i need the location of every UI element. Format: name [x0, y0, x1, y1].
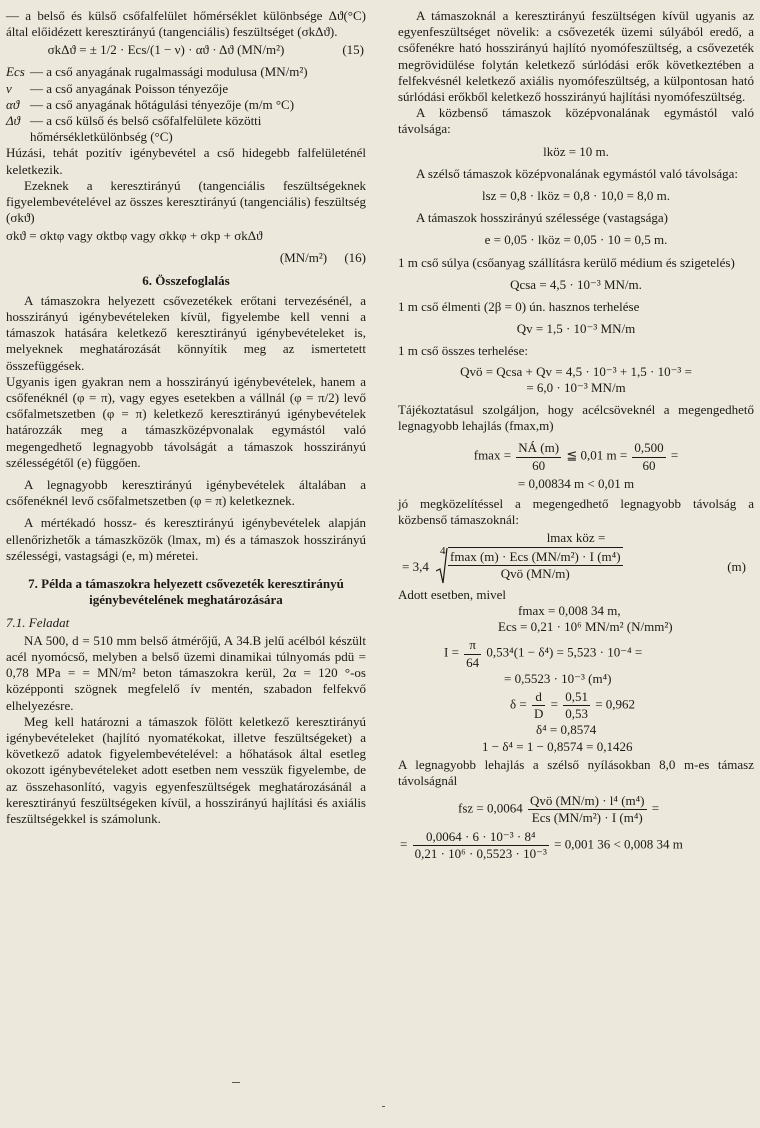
lmax-unit: (m)	[727, 558, 746, 574]
equation-16	[6, 228, 366, 248]
equation-15-body: σkΔϑ = ± 1/2 · Ecs/(1 − ν) · αϑ · Δϑ (MN/m²)	[47, 42, 285, 58]
denominator: Ecs (MN/m²) · I (m⁴)	[531, 810, 643, 826]
equation-lsz: lsz = 0,8 · lköz = 0,8 · 10,0 = 8,0 m.	[481, 188, 671, 204]
subsection-heading-7-1: 7.1. Feladat	[6, 614, 70, 630]
numerator: 0,51	[563, 689, 590, 706]
fraction	[532, 689, 545, 722]
equation-qv: Qv = 1,5 · 10⁻³ MN/m	[516, 321, 636, 337]
right-paragraph-7: 1 m cső összes terhelése:	[398, 343, 528, 359]
equation-16-body: σkϑ = σktφ vagy σktbφ vagy σkkφ + σkp + σkΔϑ	[6, 228, 263, 244]
summary-paragraph-4: A mértékadó hossz- és keresztirányú igénybevételek alapján ellenőrizhetők a támaszközök (lmax, m) és a támaszok hosszirányú szélességi, vastagsági (e, m) méretei.	[6, 515, 366, 563]
section-heading-7: 7. Példa a támaszokra helyezett csővezeték keresztirányú igénybevételének meghatározására	[28, 576, 344, 608]
I-rest: 0,53⁴(1 − δ⁴) = 5,523 · 10⁻⁴ =	[486, 644, 643, 660]
huzasi-paragraph: Húzási, tehát pozitív igénybevétel a cső hidegebb falfelületénél keletkezik.	[6, 145, 366, 177]
delta-end: = 0,962	[595, 696, 636, 712]
lmax-fraction	[448, 547, 623, 582]
right-paragraph-1: A támaszoknál a keresztirányú feszültségen kívül ugyanis az egyenfeszültséget növelik: a csővezeték üzemi súlyából eredő, a csőfenékre ható hosszirányú hajlító nyomófeszültség, a csővezeték megrövidülése folytán keletkező súrlódási erők következtében a felfekvésnél keletkező axiális nyomófeszültség, a külpontosan ható súrlódási erőkből keletkező hosszirányú hajlítási nyomófeszültség.	[398, 8, 754, 105]
equation-qcsa: Qcsa = 4,5 · 10⁻³ MN/m.	[510, 276, 642, 292]
denominator: 60	[532, 457, 546, 473]
fraction	[516, 440, 561, 473]
definition-text: — a cső külső és belső csőfalfelülete közötti hőmérsékletkülönbség (°C)	[30, 113, 262, 145]
definition-symbol: Δϑ	[6, 113, 21, 129]
equation-fmax	[398, 440, 754, 473]
right-paragraph-11: A legnagyobb lehajlás a szélső nyílásokban 8,0 m-es támasz távolságnál	[398, 756, 754, 788]
numerator: fmax (m) · Ecs (MN/m²) · I (m⁴)	[448, 549, 623, 566]
equation-f-value: fmax = 0,008 34 m,	[518, 602, 621, 618]
definition-row	[6, 97, 366, 113]
equation-E-value: Ecs = 0,21 · 10⁶ MN/m² (N/mm²)	[498, 619, 673, 635]
equation-16-tail	[6, 250, 366, 266]
right-paragraph-2: A közbenső támaszok középvonalának egymástól való távolsága:	[398, 105, 754, 137]
equation-I	[398, 637, 754, 670]
definition-text: — a cső anyagának rugalmassági modulusa (MN/m²)	[30, 64, 308, 80]
definition-symbol: ν	[6, 80, 12, 96]
equation-fmax-result: = 0,00834 m < 0,01 m	[517, 475, 635, 491]
section-heading-6: 6. Összefoglalás	[142, 272, 230, 288]
task-paragraph-1: NA 500, d = 510 mm belső átmérőjű, A 34.B jelű acélból készült acél nyomócső, melyben a belső üzemi dinamikai túlnyomás pdü = 0,78 MPa = = MN/m² beton támaszokra kerül, 2α = 120 °-os középponti szögnek megfelelő ív mentén, szabadon felfekvő elhelyezésre.	[6, 632, 366, 713]
summary-paragraph-1: A támaszokra helyezett csővezetékek erőtani tervezésénél, a hosszirányú igénybevételeken kívül, figyelembe kell venni a támaszok hatására keletkező keresztirányú igénybevételeket is, melyeknek meghatározását könnyítik meg az ismertetett összefüggések.	[6, 292, 366, 373]
fraction	[464, 637, 481, 670]
numerator: Qvö (MN/m) · l⁴ (m⁴)	[528, 793, 647, 810]
equation-delta: δ = $\frac{d}{D}$ = $\frac{0,51}{0,53}$ = 0,962	[510, 688, 636, 722]
equation-lkoz: lköz = 10 m.	[543, 143, 609, 159]
delta-lhs: δ =	[510, 696, 527, 712]
root-index: 4	[440, 544, 446, 557]
fsz-result-end: = 0,001 36 < 0,008 34 m	[554, 836, 683, 852]
denominator: 60	[642, 457, 656, 473]
denominator: 0,53	[565, 706, 588, 722]
equation-lmax	[398, 544, 754, 587]
equation-lmax-lhs: lmax köz =	[546, 530, 606, 546]
denominator: D	[533, 706, 544, 722]
numerator: π	[464, 637, 481, 654]
lmax-coefficient: = 3,4	[402, 558, 429, 574]
numerator: NÁ (m)	[516, 440, 561, 457]
right-paragraph-4: A támaszok hosszirányú szélessége (vastagsága)	[416, 210, 668, 226]
fsz-lhs: fsz = 0,0064	[458, 800, 523, 816]
denominator: 0,21 · 10⁶ · 0,5523 · 10⁻³	[414, 845, 547, 861]
denominator: Qvö (MN/m)	[500, 565, 570, 581]
definition-row	[6, 113, 366, 145]
equation-fsz	[398, 793, 754, 826]
equation-I-result: = 0,5523 · 10⁻³ (m⁴)	[504, 670, 612, 686]
summary-paragraph-3: A legnagyobb keresztirányú igénybevételek általában a csőfenéknél levő csőfalmetszetben (φ = π) keletkeznek.	[6, 477, 366, 509]
equation-one-minus-delta4: 1 − δ⁴ = 1 − 0,8574 = 0,1426	[482, 738, 633, 754]
equation-delta4: δ⁴ = 0,8574	[536, 722, 597, 738]
equation-16-unit: (MN/m²)	[279, 250, 328, 266]
equation-qvo-line1: Qvö = Qcsa + Qv = 4,5 · 10⁻³ + 1,5 · 10⁻³ =	[460, 363, 692, 379]
left-column	[6, 8, 366, 827]
fraction	[413, 829, 549, 862]
numerator: 0,500	[632, 440, 665, 457]
equation-15	[6, 42, 366, 62]
scan-mark	[232, 1082, 240, 1083]
numerator: 0,0064 · 6 · 10⁻³ · 8⁴	[413, 829, 549, 846]
definition-symbol: αϑ	[6, 96, 20, 112]
right-column	[398, 8, 754, 862]
definition-row	[6, 64, 366, 80]
intro-paragraph: — a belső és külső csőfalfelület hőmérséklet különbsége Δϑ(°C) által előidézett keresztirányú (tangenciális) feszültséget (σkΔϑ).	[6, 8, 366, 40]
task-paragraph-2: Meg kell határozni a támaszok fölött keletkező keresztirányú igénybevételeket (hajlító nyomatékokat, illetve feszültségeket) a következő adatok figyelembevételével: a hőhatások által esetleg okozott igénybevételeket adott esetben nem vesszük figyelembe, de az összehasonlító, vagyis egyenfeszültségek meghatározásánál a keresztirányú feszültségeken kívül, a hosszirányú hajlítási és axiális feszültségekkel is számolunk.	[6, 713, 366, 826]
fsz-end: =	[651, 800, 660, 816]
definition-text: — a cső anyagának hőtágulási tényezője (m/m °C)	[30, 96, 295, 112]
fraction	[563, 689, 590, 722]
right-paragraph-3: A szélső támaszok középvonalának egymástól való távolsága:	[416, 165, 739, 181]
right-paragraph-10: Adott esetben, mivel	[398, 586, 506, 602]
numerator: d	[532, 689, 545, 706]
equation-15-number: (15)	[342, 42, 364, 58]
right-paragraph-8: Tájékoztatásul szolgáljon, hogy acélcsöveknél a megengedhető legnagyobb lehajlás (fmax,m)	[398, 402, 754, 434]
equation-e: e = 0,05 · lköz = 0,05 · 10 = 0,5 m.	[484, 232, 668, 248]
scan-mark	[382, 1106, 385, 1107]
fraction	[528, 793, 647, 826]
radical-sign	[436, 547, 448, 585]
fmax-lhs: fmax =	[473, 448, 512, 464]
right-paragraph-5: 1 m cső súlya (csőanyag szállításra kerülő médium és szigetelés)	[398, 254, 735, 270]
fmax-end: =	[670, 448, 679, 464]
denominator: 64	[466, 654, 480, 670]
I-lhs: I =	[444, 644, 459, 660]
right-paragraph-9: jó megközelítéssel a megengedhető legnagyobb távolság a közbenső támaszoknál:	[398, 496, 754, 528]
ezeknek-paragraph: Ezeknek a keresztirányú (tangenciális feszültségeknek figyelembevételével az összes keresztirányú (tangenciális) feszültség (σkϑ)	[6, 177, 366, 226]
equation-16-number: (16)	[344, 250, 366, 266]
fmax-mid: ≦ 0,01 m =	[566, 448, 628, 464]
equation-qvo-line2: = 6,0 · 10⁻³ MN/m	[526, 379, 626, 395]
right-paragraph-6: 1 m cső élmenti (2β = 0) ún. hasznos terhelése	[398, 299, 640, 315]
definition-text: — a cső anyagának Poisson tényezője	[30, 80, 229, 96]
fraction	[632, 440, 665, 473]
definition-row	[6, 81, 366, 97]
summary-paragraph-2: Ugyanis igen gyakran nem a hosszirányú igénybevételek, hanem a csőfenéknél (φ = π), vagy egyes esetekben a vállnál (φ = π/2) levő csőfalmetszetben (φ = π) keletkező keresztirányú igénybevételek határozzák meg a támaszközépvonalak egymástól való megengedhető legnagyobb távolságát a támaszok hosszirányú szélességétől (e) függően.	[6, 373, 366, 470]
definition-symbol: Ecs	[6, 64, 25, 80]
equation-fsz-result: = $\frac{\text{0,0064 · 6 · 10⁻³ · 8⁴}}{\text{0,21 · 10⁶ · 0,5523 · 10⁻³}}$ = 0,001 36 < 0,008 34 m	[400, 828, 683, 861]
